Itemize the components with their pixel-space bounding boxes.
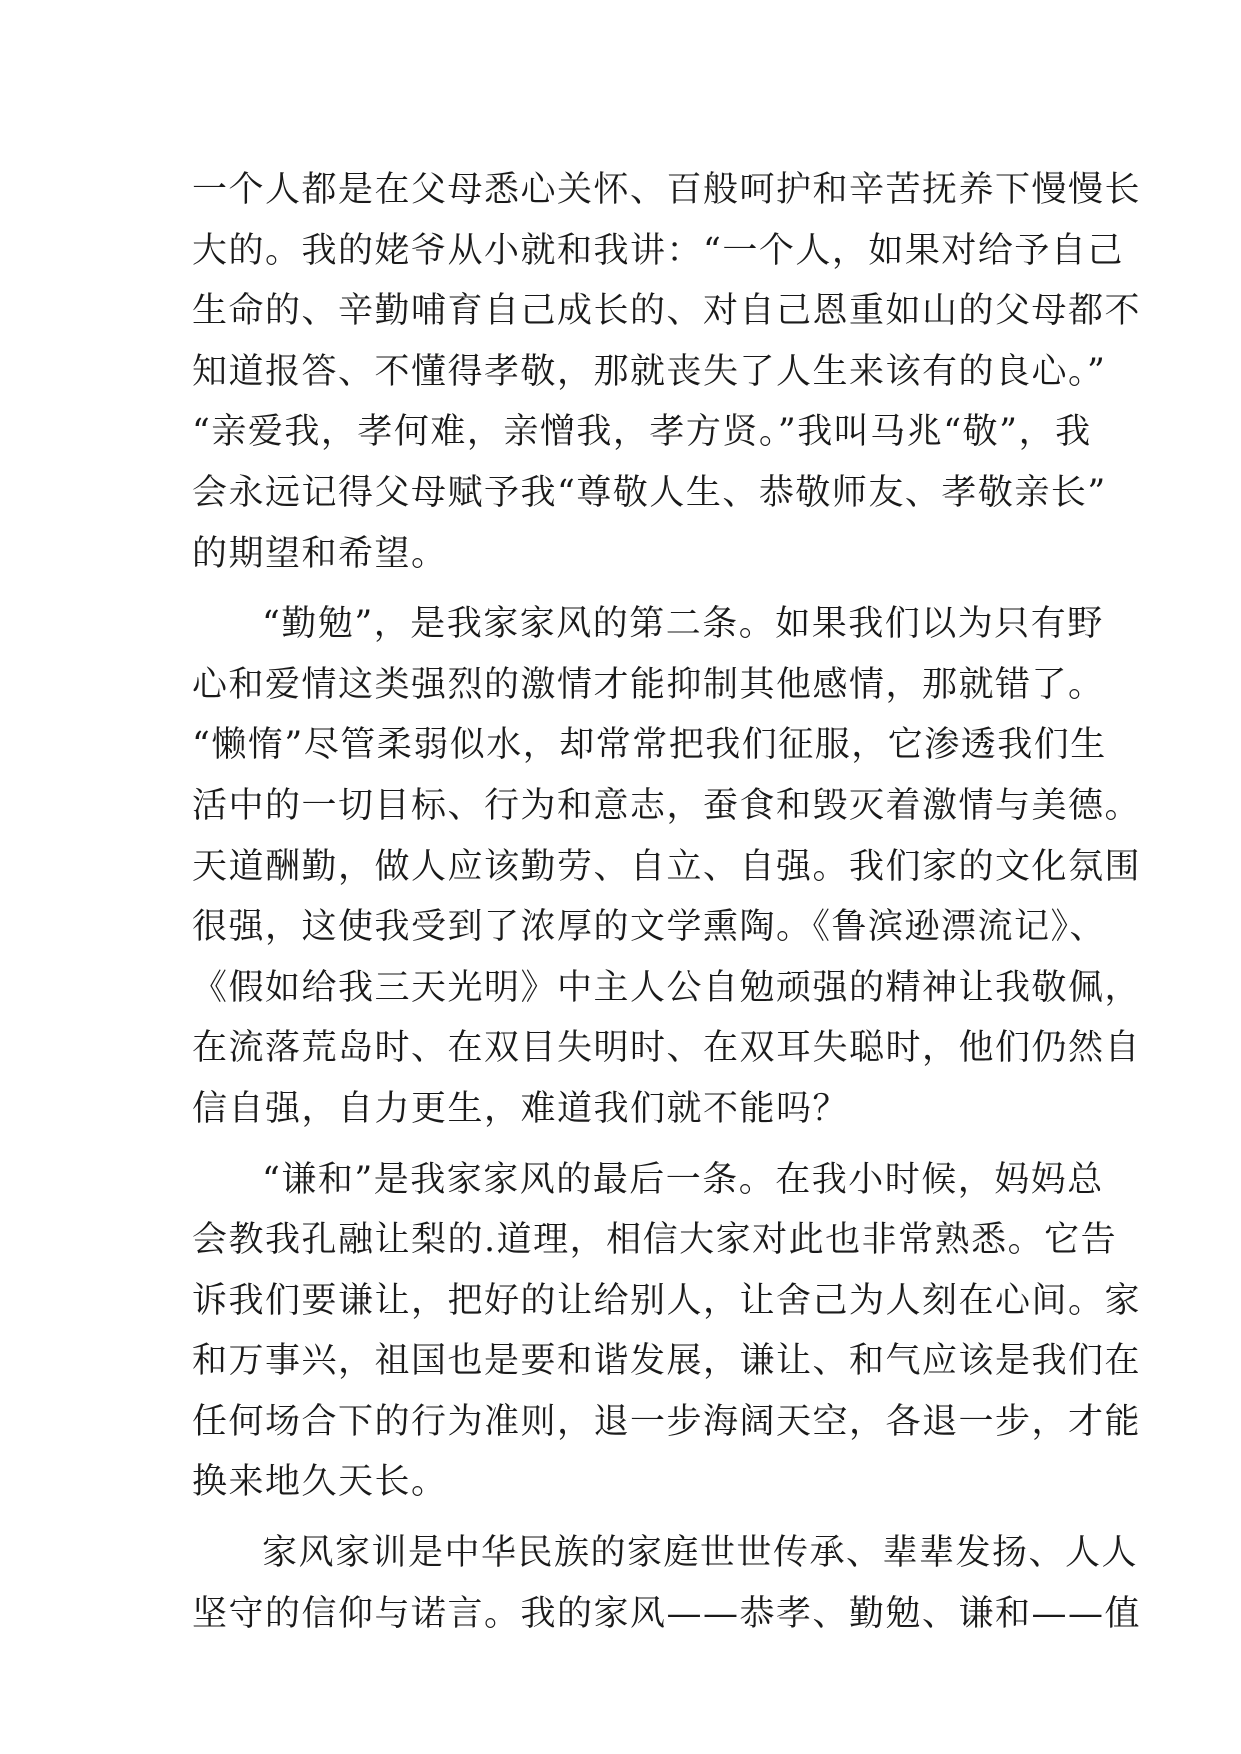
paragraph-3 xyxy=(192,1150,1142,1514)
text-line: “勤勉”，是我家家风的第二条。如果我们以为只有野 xyxy=(262,604,1104,645)
text-line: 会教我孔融让梨的.道理，相信大家对此也非常熟悉。它告 xyxy=(192,1220,1118,1261)
text-line: 会永远记得父母赋予我“尊敬人生、恭敬师友、孝敬亲长” xyxy=(192,472,1107,513)
document-body xyxy=(192,160,1142,1644)
text-line: 诉我们要谦让，把好的让给别人，让舍己为人刻在心间。家 xyxy=(192,1280,1142,1321)
text-line: 家风家训是中华民族的家庭世世传承、辈辈发扬、人人 xyxy=(262,1533,1139,1574)
text-line: 一个人都是在父母悉心关怀、百般呵护和辛苦抚养下慢慢长 xyxy=(192,170,1142,210)
text-line: 的期望和希望。 xyxy=(192,533,448,574)
text-line: 知道报答、不懂得孝敬，那就丧失了人生来该有的良心。” xyxy=(192,351,1107,392)
paragraph-spacing xyxy=(192,1140,1052,1150)
text-line: 任何场合下的行为准则，退一步海阔天空，各退一步，才能 xyxy=(192,1401,1142,1442)
paragraph-1 xyxy=(192,160,1142,584)
text-line: 换来地久天长。 xyxy=(192,1462,448,1503)
text-line: “亲爱我，孝何难，亲憎我，孝方贤。”我叫马兆“敬”，我 xyxy=(192,412,1092,453)
paragraph-4 xyxy=(192,1523,1142,1644)
paragraph-2 xyxy=(192,594,1142,1139)
text-line: 在流落荒岛时、在双目失明时、在双耳失聪时，他们仍然自 xyxy=(192,1028,1142,1069)
text-line: “谦和”是我家家风的最后一条。在我小时候，妈妈总 xyxy=(262,1159,1104,1200)
paragraph-spacing xyxy=(192,584,1052,594)
paragraph-spacing xyxy=(192,1513,1052,1523)
text-line: 《假如给我三天光明》中主人公自勉顽强的精神让我敬佩， xyxy=(192,967,1142,1008)
text-line: 信自强，自力更生，难道我们就不能吗？ xyxy=(192,1088,850,1129)
text-line: 和万事兴，祖国也是要和谐发展，谦让、和气应该是我们在 xyxy=(192,1341,1142,1382)
text-line: 天道酬勤，做人应该勤劳、自立、自强。我们家的文化氛围 xyxy=(192,846,1142,887)
text-line: “懒惰”尽管柔弱似水，却常常把我们征服，它渗透我们生 xyxy=(192,725,1107,766)
text-line: 很强，这使我受到了浓厚的文学熏陶。《鲁滨逊漂流记》、 xyxy=(192,907,1107,948)
text-line: 活中的一切目标、行为和意志，蚕食和毁灭着激情与美德。 xyxy=(192,785,1142,826)
text-line: 坚守的信仰与诺言。我的家风——恭孝、勤勉、谦和——值 xyxy=(192,1593,1142,1634)
text-line: 大的。我的姥爷从小就和我讲：“一个人，如果对给予自己 xyxy=(192,230,1124,271)
text-line: 心和爱情这类强烈的激情才能抑制其他感情，那就错了。 xyxy=(192,664,1105,705)
text-line: 生命的、辛勤哺育自己成长的、对自己恩重如山的父母都不 xyxy=(192,291,1142,332)
